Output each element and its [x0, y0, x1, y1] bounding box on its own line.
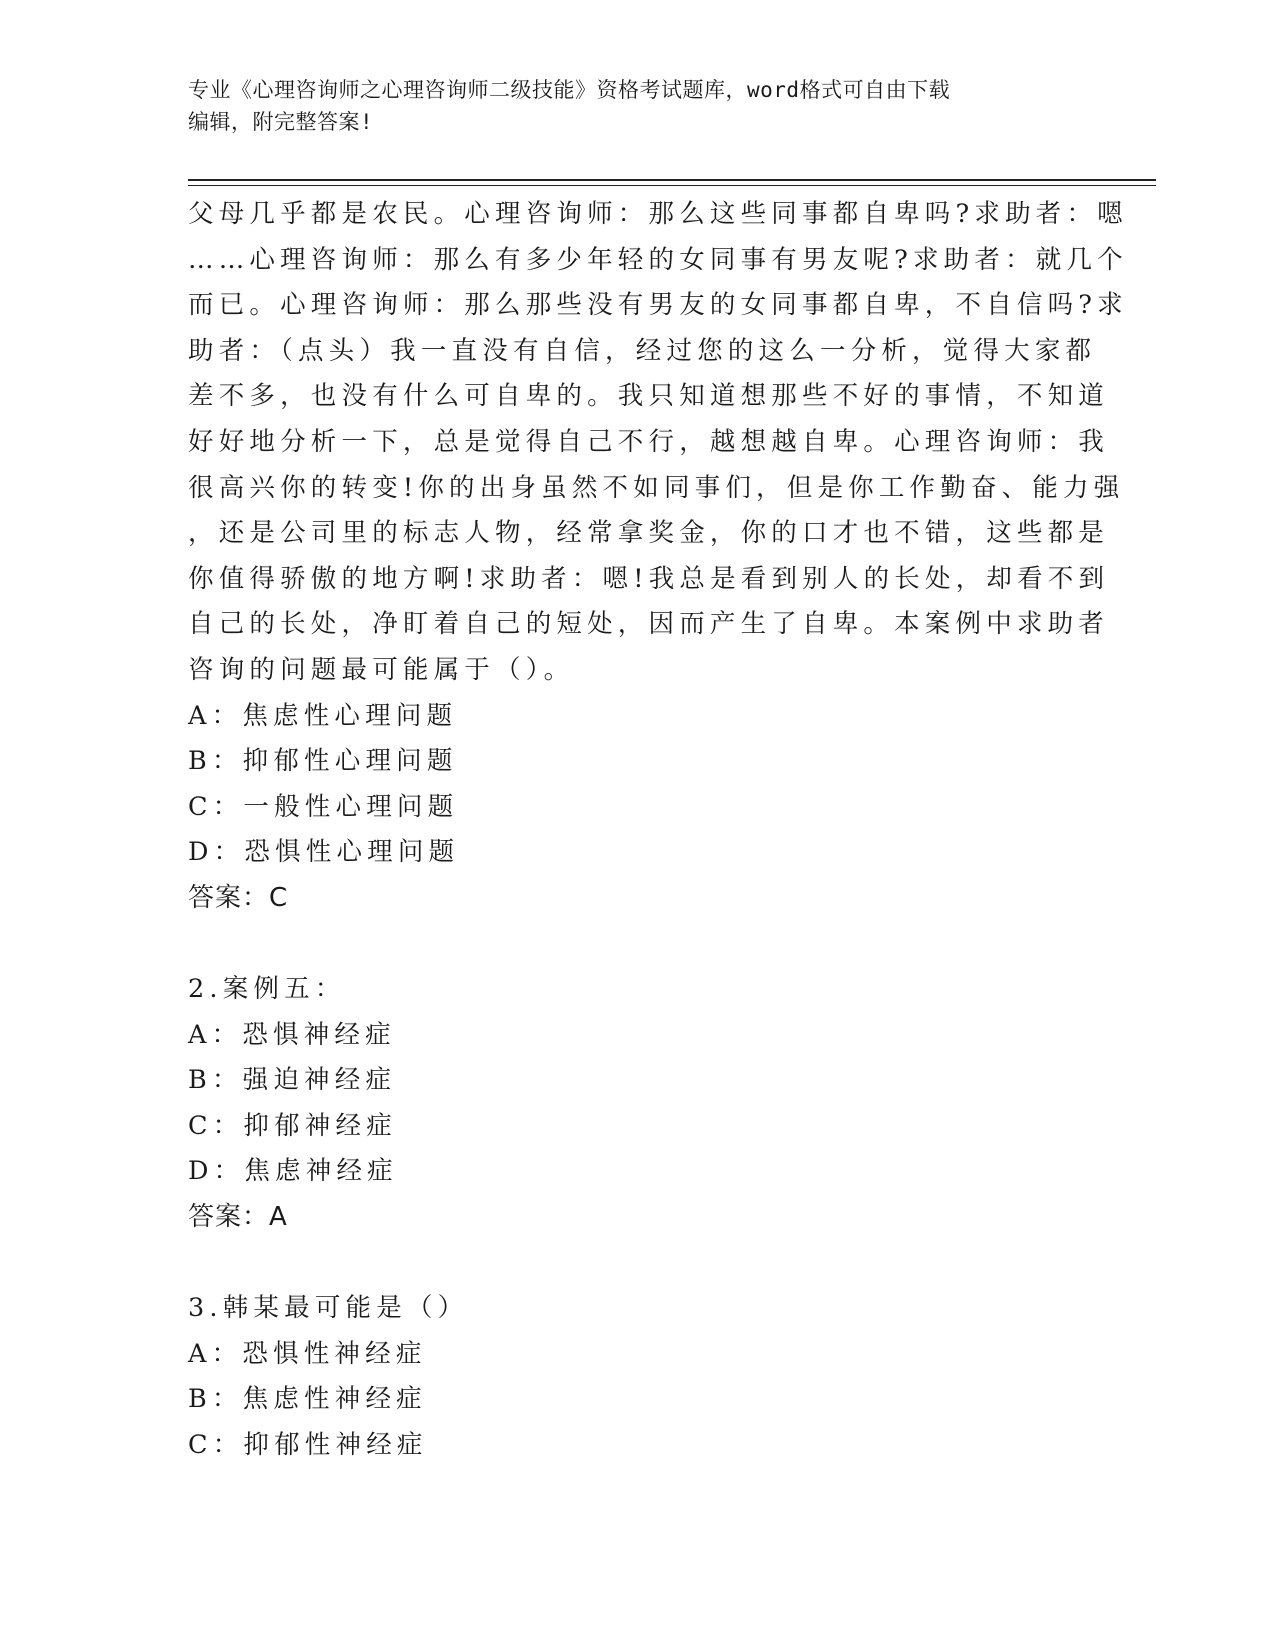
question-1-stem-line: 差不多，也没有什么可自卑的。我只知道想那些不好的事情，不知道: [188, 381, 1110, 412]
question-3-stem: 3.韩某最可能是（）: [188, 1293, 469, 1324]
question-3-option-b: B：焦虑性神经症: [188, 1384, 427, 1415]
header-title-line-1: 专业《心理咨询师之心理咨询师二级技能》资格考试题库，word格式可自由下载: [188, 78, 951, 102]
question-3-option-a: A：恐惧性神经症: [188, 1338, 427, 1369]
question-2: [188, 967, 1088, 1241]
question-1-stem-line: 而已。心理咨询师：那么那些没有男友的女同事都自卑，不自信吗?求: [188, 290, 1128, 321]
header-divider: [188, 179, 1156, 186]
question-3: [188, 1286, 1088, 1468]
question-2-option-a: A：恐惧神经症: [188, 1019, 396, 1050]
question-2-stem: 2.案例五：: [188, 974, 346, 1005]
question-1-option-a: A：焦虑性心理问题: [188, 700, 458, 731]
question-3-option-c: C：抑郁性神经症: [188, 1430, 428, 1461]
question-1-stem-line: ，还是公司里的标志人物，经常拿奖金，你的口才也不错，这些都是: [188, 518, 1110, 549]
question-1-stem-line: 助者：（点头）我一直没有自信，经过您的这么一分析，觉得大家都: [188, 335, 1097, 366]
header-title-line-2: 编辑，附完整答案!: [188, 110, 374, 134]
question-1-stem-line: 自己的长处，净盯着自己的短处，因而产生了自卑。本案例中求助者: [188, 609, 1110, 640]
question-2-option-b: B：强迫神经症: [188, 1065, 397, 1096]
document-body: [188, 192, 1128, 1469]
question-2-option-d: D：焦虑神经症: [188, 1156, 398, 1187]
question-2-answer: 答案：A: [188, 1202, 288, 1233]
document-header: [188, 74, 1088, 138]
question-2-option-c: C：抑郁神经症: [188, 1110, 397, 1141]
question-1-stem-line: 很高兴你的转变!你的出身虽然不如同事们，但是你工作勤奋、能力强: [188, 472, 1125, 503]
question-1-answer: 答案：C: [188, 882, 289, 913]
question-1-stem-line: ……心理咨询师：那么有多少年轻的女同事有男友呢?求助者：就几个: [188, 244, 1128, 275]
question-1-option-c: C：一般性心理问题: [188, 791, 459, 822]
question-1: [188, 192, 1128, 922]
question-1-stem-line: 咨询的问题最可能属于（）。: [188, 654, 575, 685]
spacer: [188, 1241, 1088, 1287]
question-1-stem-line: 你值得骄傲的地方啊!求助者：嗯!我总是看到别人的长处，却看不到: [188, 563, 1110, 594]
question-1-stem-line: 好好地分析一下，总是觉得自己不行，越想越自卑。心理咨询师：我: [188, 426, 1110, 457]
spacer: [188, 922, 1088, 968]
question-1-option-d: D：恐惧性心理问题: [188, 837, 460, 868]
question-1-option-b: B：抑郁性心理问题: [188, 746, 458, 777]
question-1-stem-line: 父母几乎都是农民。心理咨询师：那么这些同事都自卑吗?求助者：嗯: [188, 199, 1128, 229]
